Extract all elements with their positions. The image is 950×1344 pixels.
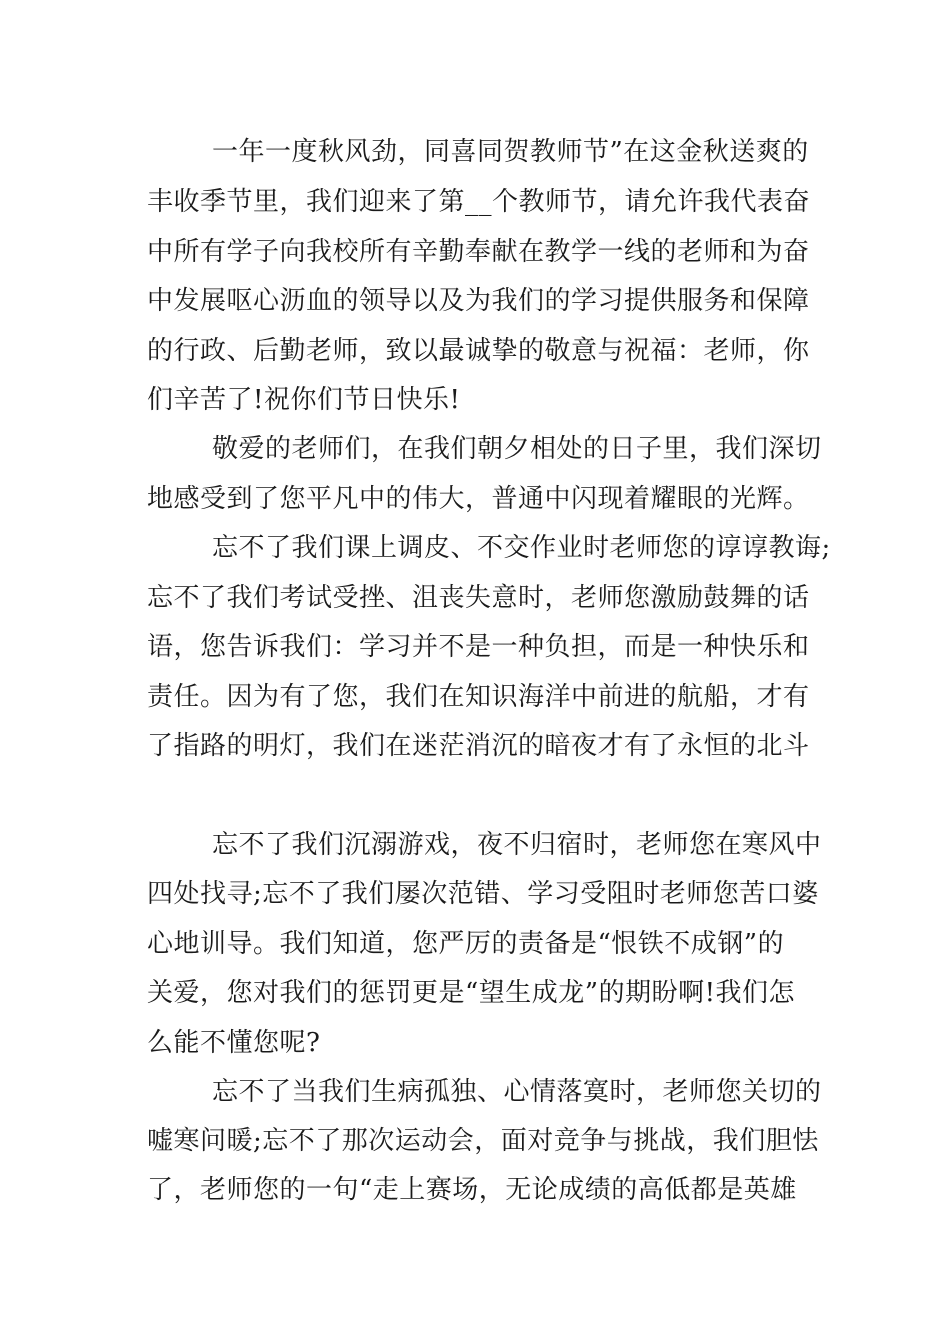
paragraph-line: 了指路的明灯，我们在迷茫消沉的暗夜才有了永恒的北斗 [147,731,810,761]
paragraph-line: 责任。因为有了您，我们在知识海洋中前进的航船，才有 [147,682,810,712]
paragraph-line: 关爱，您对我们的惩罚更是“望生成龙”的期盼啊!我们怎 [147,978,796,1008]
paragraph-line: 一年一度秋风劲，同喜同贺教师节”在这金秋送爽的 [212,137,809,167]
paragraph-line: 中发展呕心沥血的领导以及为我们的学习提供服务和保障 [147,286,810,316]
paragraph-line: 忘不了当我们生病孤独、心情落寞时，老师您关切的 [212,1077,822,1107]
paragraph-line: 的行政、后勤老师，致以最诚挚的敬意与祝福：老师，你 [147,336,810,366]
paragraph-line: 中所有学子向我校所有辛勤奉献在教学一线的老师和为奋 [147,237,810,267]
paragraph-line: 敬爱的老师们，在我们朝夕相处的日子里，我们深切 [212,434,822,464]
paragraph-line: 地感受到了您平凡中的伟大，普通中闪现着耀眼的光辉。 [147,484,810,514]
paragraph-line: 们辛苦了!祝你们节日快乐! [147,385,461,415]
paragraph-line: 四处找寻;忘不了我们屡次范错、学习受阻时老师您苦口婆 [147,879,819,909]
paragraph-line: 语，您告诉我们：学习并不是一种负担，而是一种快乐和 [147,632,810,662]
paragraph-line: 了，老师您的一句“走上赛场，无论成绩的高低都是英雄 [147,1175,797,1205]
paragraph-line: 心地训导。我们知道，您严厉的责备是“恨铁不成钢”的 [147,929,785,959]
paragraph-line: 么能不懂您呢? [147,1028,321,1058]
paragraph-line: 忘不了我们沉溺游戏，夜不归宿时，老师您在寒风中 [212,830,822,860]
paragraph-line: 嘘寒问暖;忘不了那次运动会，面对竞争与挑战，我们胆怯 [147,1126,819,1156]
paragraph-line: 忘不了我们课上调皮、不交作业时老师您的谆谆教诲; [212,533,831,563]
paragraph-line: 丰收季节里，我们迎来了第__个教师节，请允许我代表奋 [147,187,811,217]
paragraph-line: 忘不了我们考试受挫、沮丧失意时，老师您激励鼓舞的话 [147,583,810,613]
